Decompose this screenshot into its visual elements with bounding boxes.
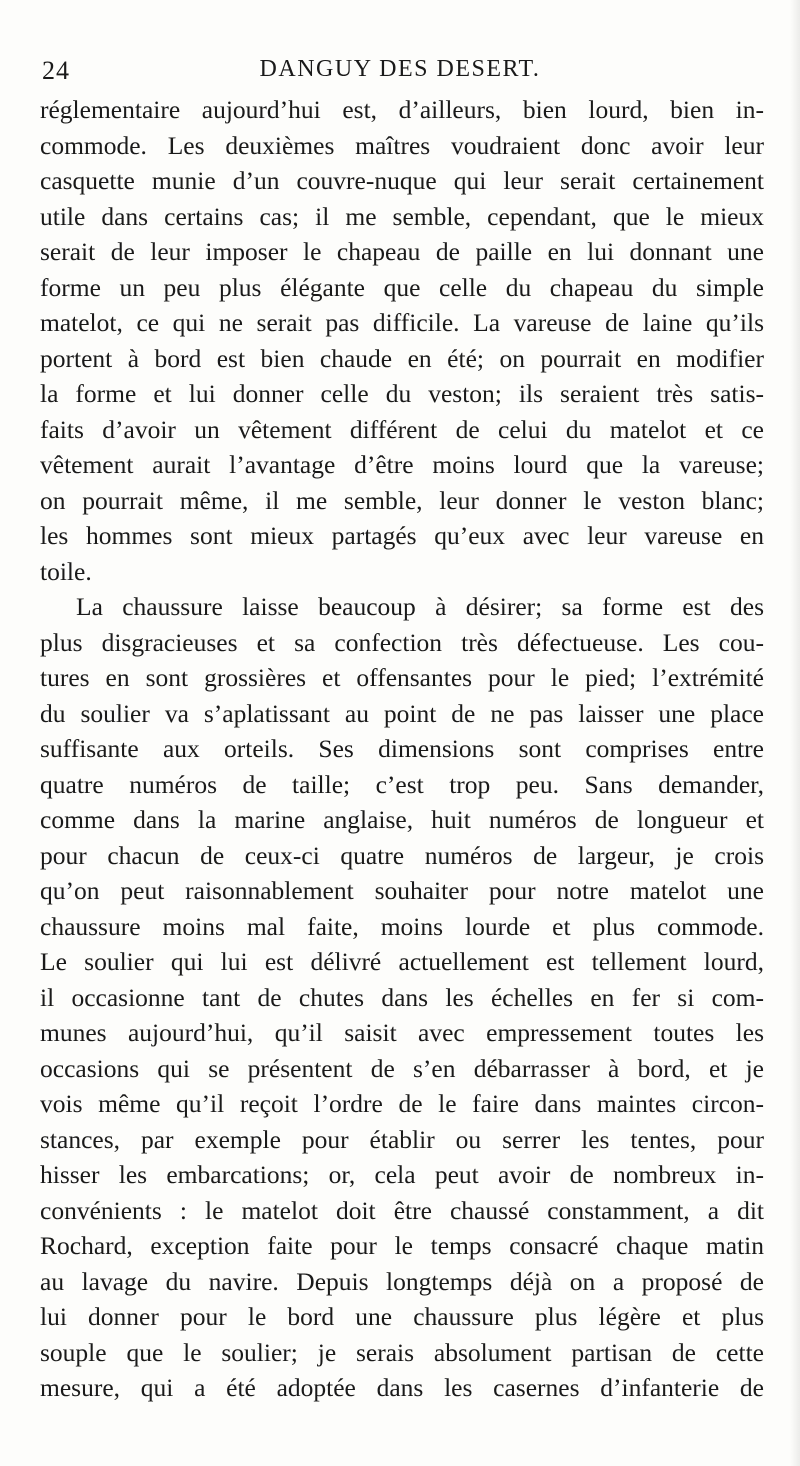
text-line: les hommes sont mieux partagés qu’eux avec leur vareuse en — [40, 521, 764, 550]
text-line: commode. Les deuxièmes maîtres voudraient donc avoir leur — [40, 130, 764, 160]
text-line: Rochard, exception faite pour le temps consacré chaque matin — [40, 1231, 764, 1260]
text-line: chaussure moins mal faite, moins lourde et plus commode. — [40, 911, 764, 941]
text-line: convénients : le matelot doit être chaussé constamment, a dit — [40, 1195, 764, 1225]
page-number: 24 — [42, 56, 70, 85]
text-line: casquette munie d’un couvre-nuque qui leur serait certainement — [40, 166, 764, 195]
text-line: plus disgracieuses et sa confection très défectueuse. Les cou- — [40, 627, 764, 657]
text-line: quatre numéros de taille; c’est trop peu. Sans demander, — [40, 769, 764, 799]
text-line: Le soulier qui lui est délivré actuellement est tellement lourd, — [40, 947, 764, 976]
text-line: il occasionne tant de chutes dans les échelles en fer si com- — [40, 982, 764, 1012]
text-line: serait de leur imposer le chapeau de paille en lui donnant une — [40, 237, 764, 266]
text-line: tures en sont grossières et offensantes pour le pied; l’extrémité — [40, 663, 764, 692]
text-line: vois même qu’il reçoit l’ordre de le faire dans maintes circon- — [40, 1089, 764, 1118]
paragraph-1 — [40, 92, 764, 589]
text-line: forme un peu plus élégante que celle du chapeau du simple — [40, 272, 764, 302]
text-line: comme dans la marine anglaise, huit numéros de longueur et — [40, 805, 764, 834]
text-line: pour chacun de ceux-ci quatre numéros de largeur, je crois — [40, 840, 764, 870]
text-line: matelot, ce qui ne serait pas difficile. La vareuse de laine qu’ils — [40, 308, 764, 337]
text-line: qu’on peut raisonnablement souhaiter pour notre matelot une — [40, 876, 764, 905]
text-line: occasions qui se présentent de s’en débarrasser à bord, et je — [40, 1053, 764, 1083]
text-line: réglementaire aujourd’hui est, d’ailleurs, bien lourd, bien in- — [40, 95, 764, 124]
running-title: DANGUY DES DESERT. — [259, 56, 541, 82]
text-line: portent à bord est bien chaude en été; on pourrait en modifier — [40, 343, 764, 373]
page-edge-shadow — [790, 0, 800, 1466]
text-line: stances, par exemple pour établir ou serrer les tentes, pour — [40, 1124, 764, 1154]
text-line: vêtement aurait l’avantage d’être moins lourd que la vareuse; — [40, 450, 764, 479]
text-line: toile. — [40, 556, 92, 586]
text-line: au lavage du navire. Depuis longtemps déjà on a proposé de — [40, 1266, 764, 1296]
text-line: on pourrait même, il me semble, leur donner le veston blanc; — [40, 485, 764, 515]
page-header — [42, 56, 758, 90]
text-line: mesure, qui a été adoptée dans les casernes d’infanterie de — [40, 1373, 764, 1402]
text-line: utile dans certains cas; il me semble, cependant, que le mieux — [40, 201, 764, 231]
text-line: faits d’avoir un vêtement différent de celui du matelot et ce — [40, 414, 764, 444]
text-line: La chaussure laisse beaucoup à désirer; sa forme est des — [76, 592, 764, 621]
text-line: du soulier va s’aplatissant au point de ne pas laisser une place — [40, 698, 764, 728]
text-line: la forme et lui donner celle du veston; ils seraient très satis- — [40, 379, 764, 408]
text-line: souple que le soulier; je serais absolument partisan de cette — [40, 1337, 764, 1367]
body-text — [40, 92, 764, 1406]
text-line: suffisante aux orteils. Ses dimensions sont comprises entre — [40, 734, 764, 763]
text-line: hisser les embarcations; or, cela peut avoir de nombreux in- — [40, 1160, 764, 1189]
text-line: lui donner pour le bord une chaussure plus légère et plus — [40, 1302, 764, 1331]
paragraph-2 — [40, 589, 764, 1406]
text-line: munes aujourd’hui, qu’il saisit avec empressement toutes les — [40, 1018, 764, 1047]
